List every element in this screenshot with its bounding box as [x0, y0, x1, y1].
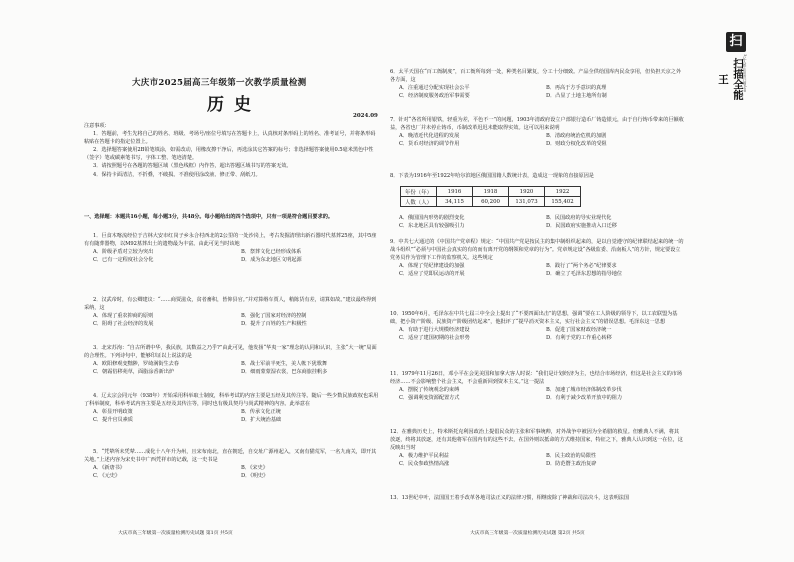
question-stem: 2．汉武帝时，有公卿建议：“……商贾滋众，贫者畜积，皆仰县官。”并对算缗车贾人，稍陈货有差，请算如故。”建议最终得到采纳，这 — [84, 297, 377, 312]
option-b[interactable]: B．清政府统治危机的加剧 — [546, 133, 607, 140]
notice-item: 1．答题前，考生先将自己的姓名、班级、考场号/座位号填写在答题卡上，认真核对条形码上的姓名、准考证号，并将条形码粘贴在答题卡的指定位置上。 — [84, 131, 376, 146]
table-cell: 1920 — [509, 187, 545, 197]
option-row — [84, 464, 380, 472]
question-stem: 8．下表为1916年至1922年哈尔滨地区俄国国籍人数统计表，造成这一现象的直接原因是 — [390, 173, 594, 179]
question-5 — [84, 448, 380, 480]
notice-heading: 注意事项： — [84, 123, 110, 129]
option-d[interactable]: D．民国政府实施推动入口迁移 — [546, 223, 617, 230]
option-row — [390, 140, 684, 148]
question-1 — [84, 232, 380, 264]
option-row — [390, 460, 684, 468]
option-c[interactable]: C．《元史》 — [93, 473, 121, 480]
option-c[interactable]: C．提升官员素质 — [93, 417, 133, 424]
option-b[interactable]: B．加速了城市经济体制改革步伐 — [546, 387, 622, 394]
table-cell: 131,073 — [509, 197, 545, 207]
scanner-brand: 扫描全能王 — [717, 58, 744, 100]
option-row — [390, 334, 684, 342]
option-row — [84, 360, 380, 368]
notice-item: 4．保持卡面清洁，不折叠，不破损。不准使用涂改液、修正带、刮纸刀。 — [93, 171, 261, 178]
option-row — [390, 132, 684, 140]
question-11 — [390, 370, 684, 402]
option-b[interactable]: B．再高于方手意识的真理 — [546, 85, 607, 92]
option-d[interactable]: D．财政分权化改革的受阻 — [546, 141, 607, 148]
option-row — [84, 248, 380, 256]
option-row — [84, 320, 380, 328]
question-stem: 11．1979年11月26日，邓小平在会见美国和加拿大客人时说：“我们是计划经济为主，也结合市场经济，但这是社会主义的市场经济……不会影响整个社会主义，不会重新回到资本主义。”这一提法 — [390, 371, 682, 386]
option-b[interactable]: B．民国政府的导实业现代化 — [546, 215, 612, 221]
option-c[interactable]: C．经济制度服务政治军事需要 — [399, 93, 470, 100]
question-12 — [390, 428, 684, 468]
option-d[interactable]: D．确立了毛泽东思想的指导地位 — [546, 271, 623, 278]
question-stem: 12．在雅典历史上，特米斯托克利因政治上提倡民众的主张和军事统帅，对外战争中被因为全希腊的救星。但雅典人不满，将其放逐，终将其放逐，还有其他将军在国内有的这些不去，在国外则以抵命的方式维持国家，特征之下，雅典人认识到这一在位，这反映出当时 — [390, 429, 683, 452]
option-c[interactable]: C．阻碍了社会经济的发展 — [93, 321, 154, 328]
question-10 — [390, 310, 684, 342]
subject-title: 历史 — [207, 95, 261, 115]
option-b[interactable]: B．民主政治的局限性 — [546, 453, 596, 460]
option-row — [390, 326, 684, 334]
option-a[interactable]: A．注重通过分配实现社会公平 — [399, 85, 470, 92]
population-table — [400, 186, 581, 207]
option-a[interactable]: A．阶级矛盾对立较为突出 — [93, 249, 154, 256]
question-stem: 9．中共七大通过的《中国共产党章程》规定：“中国共产党是按民主的集中制组织起来的，是以自觉遵守的纪律联结起来的统一的战斗组织”“必须与中国社会真实的有的而有离开党的纲领和党章的行为”。党章规定设“各级监委、沿南板人”的方针，规定要设立党务员作为管理下工作的监察机关。这些规定 — [390, 239, 684, 262]
table-row — [401, 187, 581, 197]
question-8 — [390, 172, 684, 180]
table-row — [401, 197, 581, 207]
notice-item: 2．选择题答案使用2B铅笔填涂，如需改动，用橡皮擦干净后，再选涂其它答案的标号；非选择题答案使用0.5毫米黑色中性（签字）笔或碳素笔书写，字体工整、笔迹清楚。 — [84, 147, 374, 162]
question-9 — [390, 238, 684, 278]
option-c[interactable]: C．朝霜俗移苑草，面脂涂香新出炉 — [93, 369, 174, 376]
option-d[interactable]: D．有利于党的工作重心转移 — [546, 335, 612, 342]
question-stem: 7．针对“各省所用银铁，轻重为差，平色不一”的问题，1903年清政府设立户部银行造币厂铸造银元，由于自行铸币带来的巨额收益，各省也厂并未停止铸币，币制改革迟迟未能取得实效。这可以用来说明 — [390, 117, 684, 132]
option-row — [84, 408, 380, 416]
option-d[interactable]: D．凸显了土地主地所有制 — [546, 93, 607, 100]
question-stem: 13．13世纪中叶，法国国王着手改革各地司法正义的法律习惯，相继废除了神裁和司法决斗，这表明法国 — [390, 495, 630, 501]
option-c[interactable]: C．民众参政热情高涨 — [399, 461, 450, 468]
option-c[interactable]: C．东北地区具有较强吸引力 — [399, 223, 465, 230]
option-b[interactable]: B．战士军前半死生，美人帐下犹歌舞 — [241, 361, 327, 368]
option-c[interactable]: C．适应了党即民运动的开展 — [399, 271, 465, 278]
option-row — [84, 368, 380, 376]
table-cell: 1918 — [473, 187, 509, 197]
option-b[interactable]: B．祭葬文化已经形成体系 — [241, 249, 302, 256]
option-row — [84, 472, 380, 480]
option-row — [390, 84, 684, 92]
option-b[interactable]: B．《宋史》 — [241, 465, 268, 472]
section-heading: 一、选择题：本题共16小题，每小题3分，共48分。每小题给出的四个选项中，只有一项是符合题目要求的。 — [84, 214, 333, 220]
page-footer-left: 大庆市高三年级第一次质量检测历史试题 第1页 共5页 — [118, 531, 233, 536]
option-c[interactable]: C．已有一定程度社会分化 — [93, 257, 154, 264]
option-row — [390, 222, 684, 230]
scanner-watermark — [717, 32, 747, 144]
option-row — [390, 386, 684, 394]
question-stem: 10．1950年6月，毛泽东在中共七届三中全会上提出了“不要四面出击”的思想，强调“要在工人阶级的领导下，以工农联盟为基础，把小资产阶级、民族资产阶级团结起来”，他批评了“提早消灭资本主义，实行社会主义”的错误思想。毛泽东这一思想 — [390, 311, 678, 326]
option-row — [390, 262, 684, 270]
question-stem: 5．“凭辇所未凭辇……成化十八年升为州，且宋布南北，直在朝廷，自交址广源州起入，又南有猫荒军，一名九南关，即开其关地。”上述内容为宋史书中广西凭祥市的记载，这一史书是 — [84, 449, 377, 464]
question-13 — [390, 494, 684, 502]
option-d[interactable]: D．成为东北地区文明起源 — [241, 257, 302, 264]
option-d[interactable]: D．有利于减少改革开放中的阻力 — [546, 395, 623, 402]
exam-date: 2024.09 — [353, 113, 378, 119]
option-row — [84, 256, 380, 264]
table-cell: 155,402 — [545, 197, 581, 207]
option-b[interactable]: B．传承文化正统 — [241, 409, 281, 416]
option-c[interactable]: C．货币对经济的调节作用 — [399, 141, 460, 148]
option-a[interactable]: A．体现了重农抑商的原则 — [93, 313, 154, 320]
option-row — [390, 92, 684, 100]
question-stem: 6．太平天国在“百工衙制度”，百工衙所每到一处，种类名目繁复，分工十分细致。产品全供给国库内民众享用，但负担天京之外各方面，这 — [390, 69, 682, 84]
option-d[interactable]: D．防范僭主政治复辟 — [546, 461, 597, 468]
option-row — [390, 214, 684, 222]
question-6 — [390, 68, 684, 100]
option-a[interactable]: A．极力维护平民利益 — [399, 453, 449, 460]
option-a[interactable]: A．《新唐书》 — [93, 465, 125, 472]
table-cell: 34,115 — [437, 197, 473, 207]
option-a[interactable]: A．体现了党纪律建设的加强 — [399, 263, 465, 270]
option-c[interactable]: C．强调利变资源配置方式 — [399, 395, 460, 402]
option-c[interactable]: C．适应了建国初期的社会形势 — [399, 335, 470, 342]
question-8-options — [390, 214, 684, 230]
option-row — [84, 416, 380, 424]
option-d[interactable]: D．扩大统治基础 — [241, 417, 282, 424]
option-a[interactable]: A．欧阳修观变黜陟，罗绮满街生去春 — [93, 361, 179, 368]
scanner-logo-icon: 扫 — [726, 32, 746, 52]
scanner-slogan: 3亿人都在用的扫描App — [743, 54, 747, 93]
question-7 — [390, 116, 684, 148]
option-row — [390, 394, 684, 402]
question-stem: 4．辽太宗会同元年（938年）开始采用科举取士制度，科举考试的内容主要是五经及其传注等。随后一些少数民族政权也采用了科举制度，科举考试内容主要是五经及其传注等，同时也有极具契丹与尚武精神的内容。此举意在 — [84, 393, 379, 408]
page-footer-right: 大庆市高三年级第一次质量检测历史试题 第2页 共5页 — [470, 531, 585, 536]
question-3 — [84, 344, 380, 376]
option-a[interactable]: A．彰显开明政策 — [93, 409, 133, 416]
option-b[interactable]: B．践行了“两个务必”纪律要求 — [546, 263, 617, 270]
question-stem: 1．巨食木喀流经位于吉林大安市红岗子乡永合村西北的2公里的一处沙岗上，考古发掘清理出新石器时代墓葬25座，其中5座有有随葬器物，以M92墓葬出土的遗物最为丰富。由此可见当时该地 — [84, 233, 377, 248]
table-cell: 1916 — [437, 187, 473, 197]
option-a[interactable]: A．有助于进行大规模经济建设 — [399, 327, 470, 334]
table-header-cell: 年份（年） — [401, 187, 437, 197]
option-row — [84, 312, 380, 320]
option-d[interactable]: D．细雨蒙蒙湿衣裳，巴东商旅挂帆多 — [241, 369, 328, 376]
table-header-cell: 人数（人） — [401, 197, 437, 207]
option-a[interactable]: A．晚清近代化进程的发展 — [399, 133, 460, 140]
table-cell: 60,200 — [473, 197, 509, 207]
option-d[interactable]: D．《明史》 — [241, 473, 269, 480]
table-cell: 1922 — [545, 187, 581, 197]
question-stem: 3．北宋苏洵：“自古所谓中华，我民族，其数益之乃乎?”由此可见，他发扬“华夷一家”理念的认同和认识，主张“大一统”局面的合理性。下列诗句中，能够印证以上说法的是 — [84, 345, 377, 360]
option-row — [390, 270, 684, 278]
option-b[interactable]: B．强化了国家对经济的控制 — [241, 313, 307, 320]
question-4 — [84, 392, 380, 424]
option-b[interactable]: B．促进了国家财政经济统一 — [546, 327, 612, 334]
exam-title: 大庆市2025届高三年级第一次教学质量检测 — [132, 78, 307, 88]
notice-item: 3．请按照题号在各题的答题区域（黑色线框）内作答，超出答题区域书写的答案无效。 — [93, 163, 292, 170]
notice-block — [84, 122, 380, 179]
option-row — [390, 452, 684, 460]
option-a[interactable]: A．俄国国内形势的剧烈变化 — [399, 215, 465, 221]
option-d[interactable]: D．提升了百姓的生产积极性 — [241, 321, 307, 328]
option-a[interactable]: A．摆脱了传统观念的束缚 — [399, 387, 460, 394]
question-2 — [84, 296, 380, 328]
